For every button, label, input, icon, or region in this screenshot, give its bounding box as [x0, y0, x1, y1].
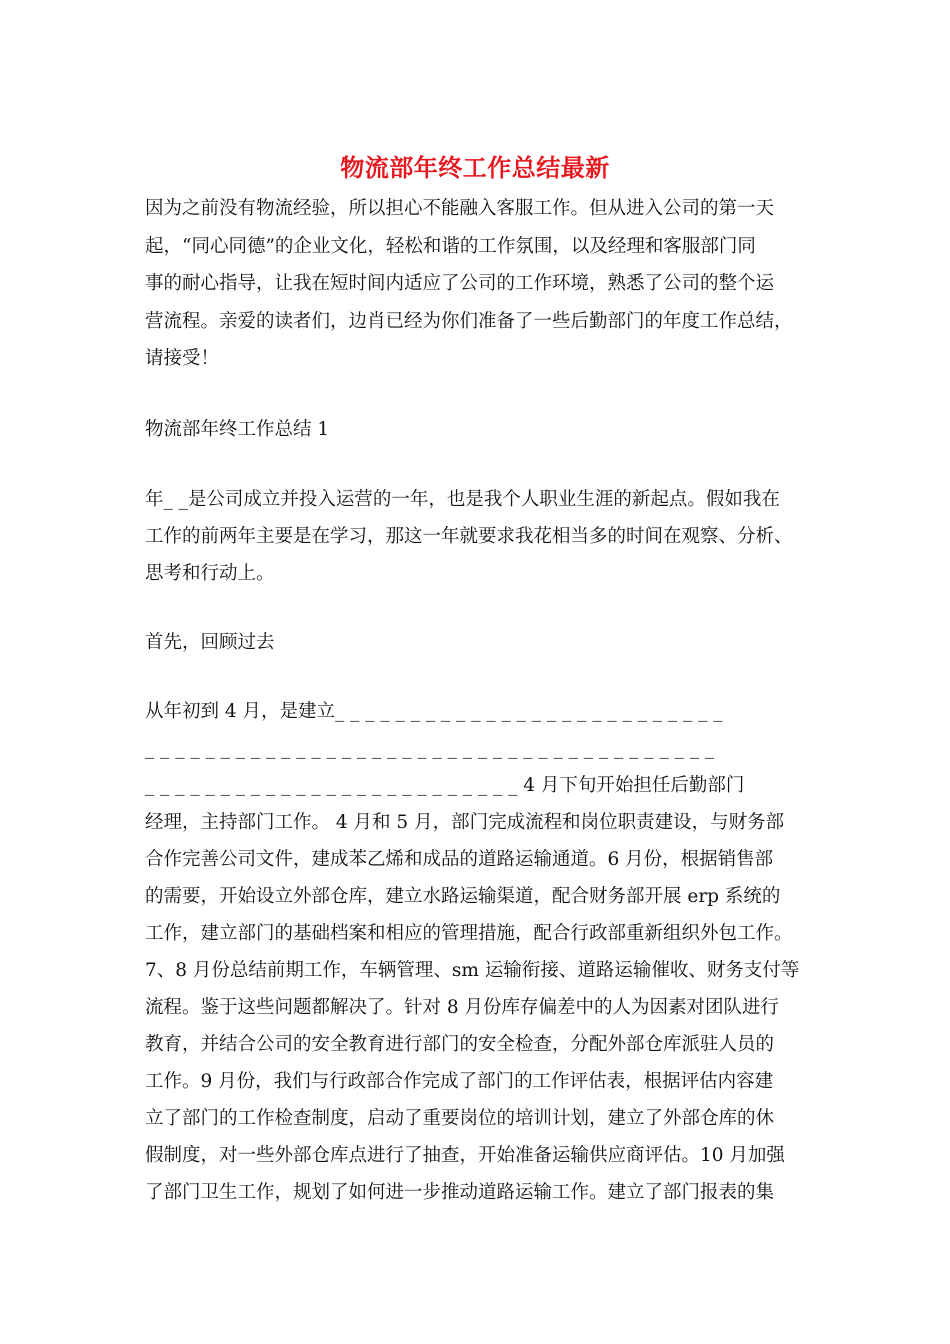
paragraph-line: 了部门卫生工作，规划了如何进一步推动道路运输工作。建立了部门报表的集 — [145, 1182, 775, 1203]
document-title: 物流部年终工作总结最新 — [340, 154, 610, 182]
intro-line: 请接受！ — [145, 348, 220, 369]
intro-line: 事的耐心指导，让我在短时间内适应了公司的工作环境，熟悉了公司的整个运 — [145, 273, 775, 294]
paragraph-line: _ _ _ _ _ _ _ _ _ _ _ _ _ _ _ _ _ _ _ _ _ _ _ _ _ 4 月下旬开始担任后勤部门 — [145, 775, 745, 796]
intro-line: 营流程。亲爱的读者们，边肖已经为你们准备了一些后勤部门的年度工作总结， — [145, 311, 793, 332]
paragraph-line: 假制度，对一些外部仓库点进行了抽查，开始准备运输供应商评估。10 月加强 — [145, 1145, 785, 1166]
paragraph-line: 的需要，开始设立外部仓库，建立水路运输渠道，配合财务部开展 erp 系统的 — [145, 886, 781, 907]
paragraph-line: 工作的前两年主要是在学习，那这一年就要求我花相当多的时间在观察、分析、 — [145, 526, 793, 547]
paragraph-line: 从年初到 4 月，是建立_ _ _ _ _ _ _ _ _ _ _ _ _ _ _ _ _ _ _ _ _ _ _ _ _ _ — [145, 701, 723, 722]
intro-line: 起，“同心同德”的企业文化，轻松和谐的工作氛围，以及经理和客服部门同 — [145, 236, 756, 257]
intro-line: 因为之前没有物流经验，所以担心不能融入客服工作。但从进入公司的第一天 — [145, 198, 775, 219]
paragraph-line: 7、8 月份总结前期工作，车辆管理、sm 运输衔接、道路运输催收、财务支付等 — [145, 960, 800, 981]
paragraph-line: _ _ _ _ _ _ _ _ _ _ _ _ _ _ _ _ _ _ _ _ _ _ _ _ _ _ _ _ _ _ _ _ _ _ _ _ _ _ — [145, 738, 715, 759]
paragraph-line: 经理，主持部门工作。 4 月和 5 月，部门完成流程和岗位职责建设，与财务部 — [145, 812, 785, 833]
paragraph-line: 工作。9 月份，我们与行政部合作完成了部门的工作评估表，根据评估内容建 — [145, 1071, 774, 1092]
paragraph-line: 流程。鉴于这些问题都解决了。针对 8 月份库存偏差中的人为因素对团队进行 — [145, 997, 780, 1018]
paragraph-line: 思考和行动上。 — [145, 563, 275, 584]
paragraph-line: 年_ _是公司成立并投入运营的一年，也是我个人职业生涯的新起点。假如我在 — [145, 489, 780, 510]
section-heading: 物流部年终工作总结 1 — [145, 419, 330, 440]
paragraph-line: 教育，并结合公司的安全教育进行部门的安全检查，分配外部仓库派驻人员的 — [145, 1034, 775, 1055]
paragraph-line: 合作完善公司文件，建成苯乙烯和成品的道路运输通道。6 月份，根据销售部 — [145, 849, 774, 870]
paragraph-line: 工作，建立部门的基础档案和相应的管理措施，配合行政部重新组织外包工作。 — [145, 923, 793, 944]
paragraph-line: 立了部门的工作检查制度，启动了重要岗位的培训计划，建立了外部仓库的休 — [145, 1108, 775, 1129]
subheading: 首先，回顾过去 — [145, 632, 275, 653]
